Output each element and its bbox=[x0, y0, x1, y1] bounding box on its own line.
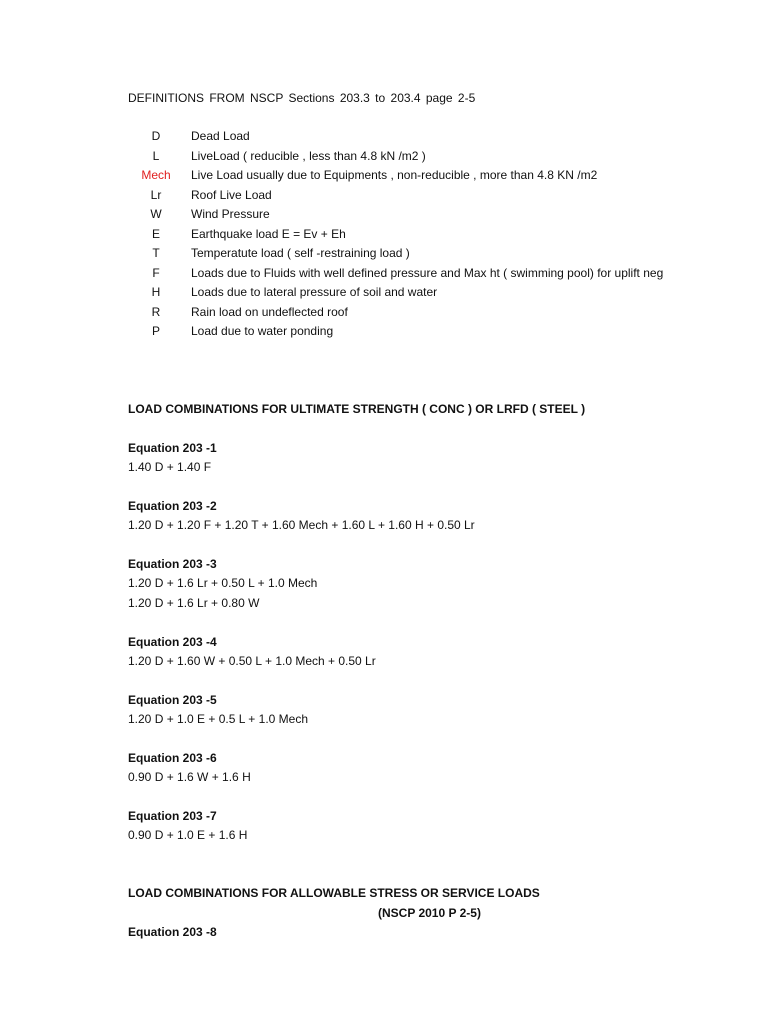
definition-row bbox=[0, 166, 690, 186]
definition-row bbox=[0, 205, 690, 225]
equation-label: Equation 203 -5 bbox=[128, 693, 217, 707]
definition-description: Temperatute load ( self -restraining load ) bbox=[191, 246, 410, 260]
definition-symbol-mech: Mech bbox=[141, 168, 171, 182]
definition-description: LiveLoad ( reducible , less than 4.8 kN /m2 ) bbox=[191, 148, 426, 163]
ultimate-strength-heading: LOAD COMBINATIONS FOR ULTIMATE STRENGTH ( CONC ) OR LRFD ( STEEL ) bbox=[128, 402, 586, 416]
definition-row bbox=[0, 147, 690, 167]
definition-description: Load due to water ponding bbox=[191, 324, 334, 338]
definition-row bbox=[0, 244, 690, 264]
equation-formula: 1.20 D + 1.6 Lr + 0.50 L + 1.0 Mech bbox=[128, 576, 318, 590]
equation-label: Equation 203 -8 bbox=[128, 925, 217, 939]
definition-symbol: R bbox=[151, 304, 161, 319]
definition-row bbox=[0, 186, 690, 206]
equation-label: Equation 203 -7 bbox=[128, 809, 217, 823]
definition-symbol: W bbox=[150, 207, 162, 221]
equation-formula: 0.90 D + 1.0 E + 1.6 H bbox=[128, 828, 248, 842]
equation-label: Equation 203 -4 bbox=[128, 635, 217, 649]
definition-row bbox=[0, 127, 690, 147]
definition-row bbox=[0, 322, 690, 342]
definition-symbol: P bbox=[151, 324, 160, 338]
definition-symbol: D bbox=[151, 129, 161, 143]
allowable-stress-heading: LOAD COMBINATIONS FOR ALLOWABLE STRESS OR SERVICE LOADS bbox=[128, 886, 540, 900]
definition-symbol: E bbox=[151, 226, 160, 241]
equation-formula: 1.20 D + 1.20 F + 1.20 T + 1.60 Mech + 1.60 L + 1.60 H + 0.50 Lr bbox=[128, 518, 475, 532]
equation-label: Equation 203 -2 bbox=[128, 499, 217, 513]
definition-description: Live Load usually due to Equipments , non-reducible , more than 4.8 KN /m2 bbox=[191, 168, 598, 182]
definitions-heading: DEFINITIONS FROM NSCP Sections 203.3 to 203.4 page 2-5 bbox=[128, 91, 476, 105]
equation-formula: 0.90 D + 1.6 W + 1.6 H bbox=[128, 770, 251, 784]
definition-description: Earthquake load E = Ev + Eh bbox=[191, 226, 346, 241]
definition-row bbox=[0, 264, 690, 284]
definition-row bbox=[0, 283, 690, 303]
equation-formula: 1.20 D + 1.60 W + 0.50 L + 1.0 Mech + 0.50 Lr bbox=[128, 654, 376, 668]
equation-formula: 1.20 D + 1.0 E + 0.5 L + 1.0 Mech bbox=[128, 712, 309, 726]
equation-formula: 1.20 D + 1.6 Lr + 0.80 W bbox=[128, 596, 260, 610]
nscp-reference: (NSCP 2010 P 2-5) bbox=[378, 906, 481, 920]
equation-label: Equation 203 -6 bbox=[128, 751, 217, 765]
definition-row bbox=[0, 303, 690, 323]
definition-description: Roof Live Load bbox=[191, 187, 272, 202]
definition-symbol: L bbox=[152, 148, 160, 163]
definition-symbol: H bbox=[151, 285, 161, 299]
definition-description: Loads due to Fluids with well defined pressure and Max ht ( swimming pool) for uplift neg bbox=[191, 265, 664, 280]
definition-description: Rain load on undeflected roof bbox=[191, 304, 348, 319]
definition-description: Loads due to lateral pressure of soil and water bbox=[191, 285, 438, 299]
definition-symbol: F bbox=[152, 265, 160, 280]
equation-label: Equation 203 -3 bbox=[128, 557, 217, 571]
definition-description: Wind Pressure bbox=[191, 207, 270, 221]
equation-formula: 1.40 D + 1.40 F bbox=[128, 460, 212, 474]
definition-symbol: Lr bbox=[150, 187, 162, 202]
definition-description: Dead Load bbox=[191, 129, 250, 143]
definitions-list bbox=[0, 127, 690, 342]
definition-symbol: T bbox=[152, 246, 160, 260]
equation-label: Equation 203 -1 bbox=[128, 441, 217, 455]
definition-row bbox=[0, 225, 690, 245]
